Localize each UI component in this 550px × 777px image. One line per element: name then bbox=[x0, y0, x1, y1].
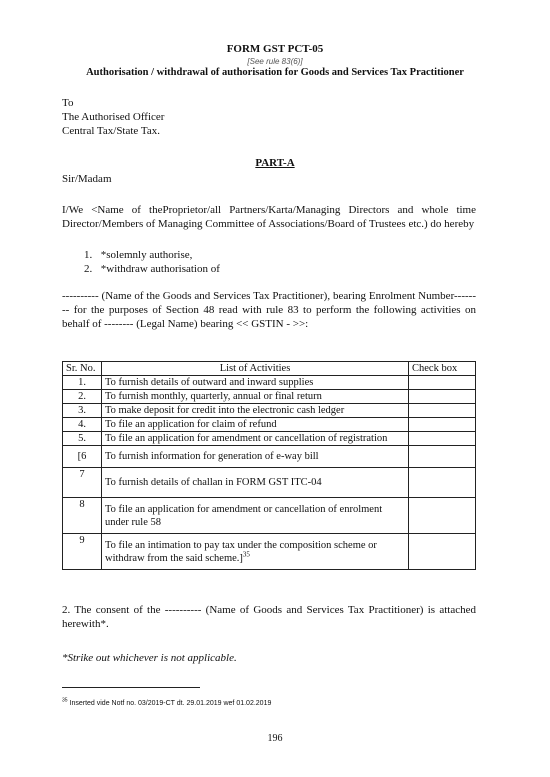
list-item bbox=[84, 262, 220, 276]
row-checkbox[interactable] bbox=[409, 376, 476, 390]
table-row bbox=[63, 498, 476, 534]
row-activity: To file an application for claim of refund bbox=[102, 418, 409, 432]
row-sr: 9 bbox=[63, 534, 102, 570]
row-sr: 1. bbox=[63, 376, 102, 390]
row-activity bbox=[102, 534, 409, 570]
salutation: Sir/Madam bbox=[62, 173, 112, 185]
list-item-text: *solemnly authorise, bbox=[100, 249, 193, 261]
row-activity: To furnish details of outward and inward supplies bbox=[102, 376, 409, 390]
row-sr: 4. bbox=[63, 418, 102, 432]
header-activities: List of Activities bbox=[102, 362, 409, 376]
footnote bbox=[62, 697, 271, 711]
form-title: FORM GST PCT-05 bbox=[226, 43, 324, 55]
row-activity: To furnish details of challan in FORM GST ITC-04 bbox=[102, 468, 409, 498]
address-block bbox=[62, 96, 164, 138]
consent-paragraph: 2. The consent of the ---------- (Name of Goods and Services Tax Practitioner) is attached herewith*. bbox=[62, 604, 476, 630]
row-checkbox[interactable] bbox=[409, 404, 476, 418]
table-row bbox=[63, 390, 476, 404]
row-checkbox[interactable] bbox=[409, 534, 476, 570]
row-activity: To make deposit for credit into the electronic cash ledger bbox=[102, 404, 409, 418]
address-officer: The Authorised Officer bbox=[62, 111, 165, 123]
header-sr-no: Sr. No. bbox=[63, 362, 102, 376]
footnote-text: Inserted vide Notf no. 03/2019-CT dt. 29.01.2019 wef 01.02.2019 bbox=[67, 700, 272, 707]
row-checkbox[interactable] bbox=[409, 498, 476, 534]
list-item bbox=[84, 248, 220, 262]
header-check-box: Check box bbox=[409, 362, 476, 376]
strike-out-note: *Strike out whichever is not applicable. bbox=[62, 652, 237, 664]
list-item-text: *withdraw authorisation of bbox=[100, 263, 220, 275]
row-sr: [6 bbox=[63, 446, 102, 468]
practitioner-paragraph: ---------- (Name of the Goods and Services Tax Practitioner), bearing Enrolment Number-------- for the purposes of Section 48 read with rule 83 to perform the following activities on behalf of -------- (Legal Name) bearing << GSTIN - >>: bbox=[62, 290, 476, 330]
list-item-number: 2. bbox=[84, 263, 93, 275]
table-header-row bbox=[63, 362, 476, 376]
part-a-heading: PART-A bbox=[255, 157, 295, 169]
row-sr: 2. bbox=[63, 390, 102, 404]
form-subtitle: Authorisation / withdrawal of authorisation for Goods and Services Tax Practitioner bbox=[86, 67, 464, 78]
row-sr: 5. bbox=[63, 432, 102, 446]
table-row bbox=[63, 404, 476, 418]
row-activity: To file an application for amendment or cancellation of enrolment under rule 58 bbox=[102, 498, 409, 534]
address-to: To bbox=[62, 97, 74, 109]
page-number: 196 bbox=[267, 733, 283, 744]
table-row bbox=[63, 432, 476, 446]
activities-table bbox=[62, 361, 476, 570]
row-activity: To file an application for amendment or cancellation of registration bbox=[102, 432, 409, 446]
footnote-divider bbox=[62, 687, 200, 688]
rule-reference: [See rule 83(6)] bbox=[247, 57, 303, 66]
list-item-number: 1. bbox=[84, 249, 93, 261]
row-checkbox[interactable] bbox=[409, 390, 476, 404]
row-sr: 3. bbox=[63, 404, 102, 418]
row-checkbox[interactable] bbox=[409, 468, 476, 498]
intro-paragraph: I/We <Name of theProprietor/all Partners/Karta/Managing Directors and whole time Director/Members of Managing Committee of Associations/Board of Trustees etc.) do hereby bbox=[62, 204, 476, 230]
address-office: Central Tax/State Tax. bbox=[62, 125, 160, 137]
table-row bbox=[63, 376, 476, 390]
row-checkbox[interactable] bbox=[409, 418, 476, 432]
table-row bbox=[63, 468, 476, 498]
row-activity: To furnish monthly, quarterly, annual or final return bbox=[102, 390, 409, 404]
row-sr: 8 bbox=[63, 498, 102, 534]
footnote-number: 35 bbox=[62, 697, 68, 704]
table-row bbox=[63, 534, 476, 570]
row-checkbox[interactable] bbox=[409, 432, 476, 446]
row-checkbox[interactable] bbox=[409, 446, 476, 468]
row-sr: 7 bbox=[63, 468, 102, 498]
row-activity: To furnish information for generation of e-way bill bbox=[102, 446, 409, 468]
row-activity-text: To file an intimation to pay tax under the composition scheme or withdraw from the said scheme.] bbox=[105, 539, 377, 564]
footnote-ref[interactable]: 35 bbox=[242, 550, 250, 558]
options-list bbox=[84, 248, 220, 276]
table-row bbox=[63, 446, 476, 468]
table-row bbox=[63, 418, 476, 432]
